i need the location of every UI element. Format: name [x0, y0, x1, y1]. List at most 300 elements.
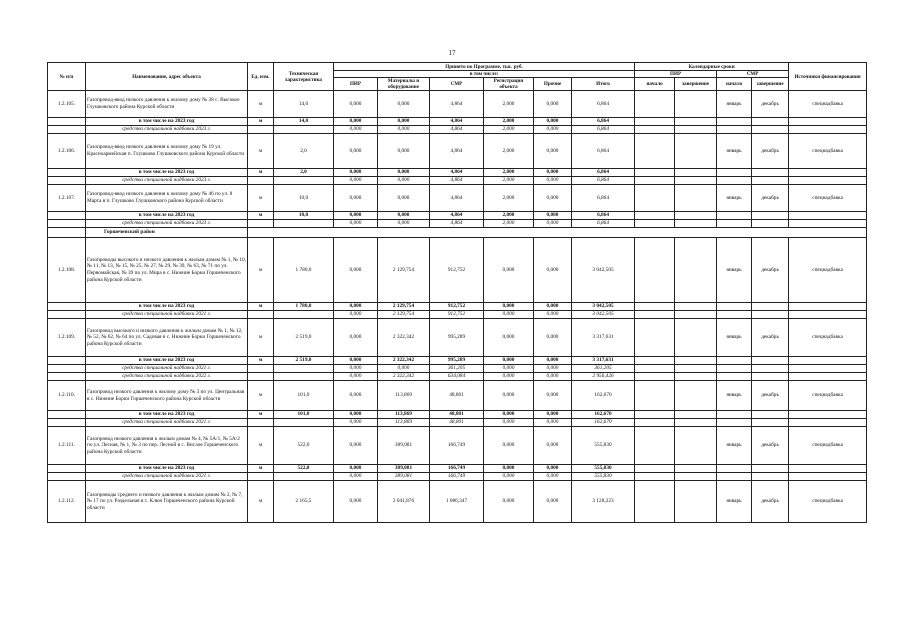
other-value: 0,000 — [534, 134, 572, 169]
materials-value: 0,000 — [378, 91, 430, 118]
funding-label: средства специальной надбавки 2023 г. — [86, 220, 248, 228]
smr-start: январь — [717, 381, 752, 411]
section-row — [48, 228, 867, 238]
materials-value: 2 129,754 — [378, 311, 430, 319]
subtotal-row — [48, 411, 867, 419]
pir-end — [675, 177, 717, 185]
tech-value — [274, 220, 334, 228]
total-value: 555,830 — [572, 465, 635, 473]
pir-end — [675, 118, 717, 126]
funding-source: спецнадбавка — [789, 481, 867, 523]
unit — [248, 419, 274, 427]
header-name: Наименование, адрес объекта — [86, 63, 248, 91]
header-accepted: Принято по Программе, тыс. руб. — [334, 63, 635, 71]
header-tech: Техническая характеристика — [274, 63, 334, 91]
funding-label: средства специальной надбавки 2022 г. — [86, 373, 248, 381]
row-number — [48, 177, 86, 185]
subtotal-row — [48, 169, 867, 177]
row-number — [48, 465, 86, 473]
row-number — [48, 126, 86, 134]
unit: м — [248, 169, 274, 177]
smr-end — [752, 169, 789, 177]
smr-end — [752, 411, 789, 419]
smr-end: декабрь — [752, 134, 789, 169]
smr-start: январь — [717, 91, 752, 118]
total-value: 6,864 — [572, 212, 635, 220]
smr-end — [752, 126, 789, 134]
registration-value: 0,000 — [484, 238, 534, 303]
section-title: Горшеченский район — [86, 228, 248, 238]
row-number: 1.2.105. — [48, 91, 86, 118]
subtotal-label: в том числе на 2023 год — [86, 465, 248, 473]
pir-end — [675, 220, 717, 228]
total-value: 555,830 — [572, 473, 635, 481]
pir-start — [635, 411, 675, 419]
pir-value: 0,000 — [334, 91, 378, 118]
object-row — [48, 381, 867, 411]
smr-end: декабрь — [752, 91, 789, 118]
unit: м — [248, 212, 274, 220]
materials-value: 113,869 — [378, 411, 430, 419]
registration-value: 2,000 — [484, 126, 534, 134]
registration-value: 0,000 — [484, 473, 534, 481]
tech-value — [274, 365, 334, 373]
funding-source — [789, 365, 867, 373]
materials-value: 389,081 — [378, 465, 430, 473]
unit: м — [248, 319, 274, 357]
table-body — [48, 91, 867, 523]
row-number — [48, 411, 86, 419]
pir-value: 0,000 — [334, 311, 378, 319]
pir-start — [635, 134, 675, 169]
pir-value: 0,000 — [334, 134, 378, 169]
other-value: 0,000 — [534, 177, 572, 185]
pir-value: 0,000 — [334, 473, 378, 481]
smr-value: 4,864 — [430, 220, 484, 228]
smr-start: январь — [717, 134, 752, 169]
materials-value: 2 129,754 — [378, 303, 430, 311]
total-value: 555,830 — [572, 427, 635, 465]
object-name: Газопровод высокого и низкого давления к жилым домам № 1, № 12, № 52, № 62, № 64 по ул. Садовая в с. Нижние Борки Горшеченского района Курской области — [86, 319, 248, 357]
unit: м — [248, 481, 274, 523]
pir-end — [675, 238, 717, 303]
smr-end — [752, 373, 789, 381]
smr-start — [717, 169, 752, 177]
funding-source: спецнадбавка — [789, 134, 867, 169]
header-calendar: Календарные сроки — [635, 63, 789, 71]
smr-start — [717, 118, 752, 126]
other-value: 0,000 — [534, 381, 572, 411]
smr-start — [717, 465, 752, 473]
tech-value: 10,0 — [274, 212, 334, 220]
registration-value: 0,000 — [484, 427, 534, 465]
materials-value: 0,000 — [378, 365, 430, 373]
smr-value: 4,864 — [430, 134, 484, 169]
funding-source — [789, 169, 867, 177]
pir-value: 0,000 — [334, 220, 378, 228]
pir-end — [675, 381, 717, 411]
funding-label: средства специальной надбавки 2021 г. — [86, 473, 248, 481]
header-cal-smr: СМР — [717, 71, 789, 78]
pir-value: 0,000 — [334, 357, 378, 365]
smr-end — [752, 365, 789, 373]
subtotal-row — [48, 118, 867, 126]
funding-row — [48, 373, 867, 381]
materials-value: 0,000 — [378, 212, 430, 220]
smr-end — [752, 473, 789, 481]
other-value: 0,000 — [534, 373, 572, 381]
pir-start — [635, 427, 675, 465]
smr-end — [752, 220, 789, 228]
materials-value: 2 041,876 — [378, 481, 430, 523]
funding-source — [789, 411, 867, 419]
smr-end: декабрь — [752, 481, 789, 523]
object-name: Газопроводы среднего и низкого давления к жилым домам № 2, № 7, № 17 по ул. Раздельная в с. Ключ Горшеченского района Курской области — [86, 481, 248, 523]
pir-start — [635, 481, 675, 523]
funding-row — [48, 473, 867, 481]
funding-source — [789, 473, 867, 481]
pir-end — [675, 365, 717, 373]
smr-start: январь — [717, 185, 752, 212]
header-cal-pir: ПИР — [635, 71, 717, 78]
subtotal-row — [48, 465, 867, 473]
registration-value: 2,000 — [484, 185, 534, 212]
header-source: Источники финансирования — [789, 63, 867, 91]
page-number: 17 — [448, 49, 456, 57]
program-table — [47, 62, 867, 523]
pir-start — [635, 212, 675, 220]
smr-end — [752, 357, 789, 365]
tech-value — [274, 177, 334, 185]
funding-source — [789, 373, 867, 381]
pir-end — [675, 91, 717, 118]
total-value: 6,864 — [572, 134, 635, 169]
registration-value: 0,000 — [484, 411, 534, 419]
tech-value: 2 519,0 — [274, 357, 334, 365]
unit: м — [248, 411, 274, 419]
funding-source — [789, 126, 867, 134]
other-value: 0,000 — [534, 303, 572, 311]
pir-start — [635, 169, 675, 177]
smr-value: 995,289 — [430, 357, 484, 365]
unit — [248, 373, 274, 381]
smr-end — [752, 419, 789, 427]
row-number — [48, 311, 86, 319]
pir-value: 0,000 — [334, 373, 378, 381]
pir-value: 0,000 — [334, 212, 378, 220]
total-value: 162,670 — [572, 381, 635, 411]
materials-value: 0,000 — [378, 177, 430, 185]
header-other: Прочие — [534, 78, 572, 91]
object-name: Газопровод низкого давления к жилому дому № 3 по ул. Центральная в с. Нижние Борки Горшеченского района Курской области — [86, 381, 248, 411]
unit — [248, 365, 274, 373]
smr-start — [717, 411, 752, 419]
object-row — [48, 319, 867, 357]
pir-value: 0,000 — [334, 419, 378, 427]
row-number: 1.2.106. — [48, 134, 86, 169]
object-name: Газопровод-ввод низкого давления к жилому дому № 19 ул. Красноармейская п. Глушково Глушковского района Курской области — [86, 134, 248, 169]
smr-value: 4,864 — [430, 169, 484, 177]
funding-source: спецнадбавка — [789, 381, 867, 411]
unit: м — [248, 357, 274, 365]
materials-value: 389,081 — [378, 473, 430, 481]
smr-value: 166,749 — [430, 427, 484, 465]
other-value: 0,000 — [534, 419, 572, 427]
smr-start — [717, 303, 752, 311]
other-value: 0,000 — [534, 311, 572, 319]
pir-value: 0,000 — [334, 381, 378, 411]
pir-end — [675, 319, 717, 357]
subtotal-label: в том числе на 2023 год — [86, 118, 248, 126]
registration-value: 2,000 — [484, 220, 534, 228]
unit — [248, 311, 274, 319]
header-num: № п/п — [48, 63, 86, 91]
materials-value: 2 322,342 — [378, 373, 430, 381]
funding-source — [789, 419, 867, 427]
smr-value: 4,864 — [430, 185, 484, 212]
object-row — [48, 91, 867, 118]
other-value: 0,000 — [534, 185, 572, 212]
registration-value: 0,000 — [484, 365, 534, 373]
pir-value: 0,000 — [334, 465, 378, 473]
other-value: 0,000 — [534, 411, 572, 419]
registration-value: 0,000 — [484, 373, 534, 381]
tech-value — [274, 419, 334, 427]
registration-value: 0,000 — [484, 319, 534, 357]
total-value: 3 042,505 — [572, 311, 635, 319]
materials-value: 0,000 — [378, 220, 430, 228]
materials-value: 0,000 — [378, 185, 430, 212]
pir-start — [635, 238, 675, 303]
smr-value: 1 086,347 — [430, 481, 484, 523]
pir-end — [675, 427, 717, 465]
smr-start — [717, 220, 752, 228]
pir-start — [635, 177, 675, 185]
materials-value: 113,869 — [378, 381, 430, 411]
smr-value: 4,864 — [430, 177, 484, 185]
tech-value — [274, 473, 334, 481]
pir-value: 0,000 — [334, 238, 378, 303]
smr-end — [752, 118, 789, 126]
funding-source — [789, 177, 867, 185]
object-row — [48, 134, 867, 169]
header-unit: Ед. изм. — [248, 63, 274, 91]
pir-value: 0,000 — [334, 411, 378, 419]
tech-value: 522,0 — [274, 465, 334, 473]
other-value: 0,000 — [534, 357, 572, 365]
pir-end — [675, 473, 717, 481]
tech-value: 14,0 — [274, 91, 334, 118]
smr-value: 912,752 — [430, 303, 484, 311]
unit: м — [248, 427, 274, 465]
other-value: 0,000 — [534, 473, 572, 481]
pir-end — [675, 419, 717, 427]
total-value: 6,864 — [572, 118, 635, 126]
row-number — [48, 228, 86, 238]
pir-start — [635, 319, 675, 357]
total-value: 3 042,505 — [572, 303, 635, 311]
other-value: 0,000 — [534, 238, 572, 303]
funding-row — [48, 311, 867, 319]
total-value: 6,864 — [572, 185, 635, 212]
funding-source — [789, 303, 867, 311]
subtotal-label: в том числе на 2023 год — [86, 303, 248, 311]
funding-row — [48, 126, 867, 134]
object-name: Газопровод-ввод низкого давления к жилому дому № 38 с. Высокое Глушковского района Курской области — [86, 91, 248, 118]
materials-value: 2 322,342 — [378, 319, 430, 357]
smr-start: январь — [717, 427, 752, 465]
pir-start — [635, 465, 675, 473]
smr-value: 48,801 — [430, 419, 484, 427]
registration-value: 0,000 — [484, 419, 534, 427]
other-value: 0,000 — [534, 427, 572, 465]
pir-value: 0,000 — [334, 481, 378, 523]
pir-start — [635, 91, 675, 118]
total-value: 6,864 — [572, 91, 635, 118]
pir-end — [675, 185, 717, 212]
row-number — [48, 473, 86, 481]
tech-value: 2 519,0 — [274, 319, 334, 357]
other-value: 0,000 — [534, 481, 572, 523]
registration-value: 0,000 — [484, 311, 534, 319]
unit: м — [248, 381, 274, 411]
smr-start — [717, 177, 752, 185]
unit — [248, 473, 274, 481]
pir-start — [635, 220, 675, 228]
header-including: в том числе: — [334, 71, 635, 78]
row-number — [48, 365, 86, 373]
registration-value: 0,000 — [484, 481, 534, 523]
tech-value: 1 780,0 — [274, 238, 334, 303]
row-number — [48, 220, 86, 228]
funding-source: спецнадбавка — [789, 319, 867, 357]
object-name: Газопровод-ввод низкого давления к жилому дому № 46 по ул. 8 Марта в п. Глушково Глушковского района Курской области — [86, 185, 248, 212]
registration-value: 2,000 — [484, 212, 534, 220]
total-value: 3 317,631 — [572, 357, 635, 365]
pir-start — [635, 473, 675, 481]
funding-source: спецнадбавка — [789, 91, 867, 118]
unit: м — [248, 238, 274, 303]
pir-start — [635, 185, 675, 212]
pir-end — [675, 411, 717, 419]
funding-label: средства специальной надбавки 2023 г. — [86, 177, 248, 185]
unit: м — [248, 134, 274, 169]
pir-value: 0,000 — [334, 319, 378, 357]
funding-source: спецнадбавка — [789, 238, 867, 303]
pir-start — [635, 373, 675, 381]
pir-value: 0,000 — [334, 427, 378, 465]
header-smr: СМР — [430, 78, 484, 91]
subtotal-label: в том числе на 2023 год — [86, 411, 248, 419]
tech-value: 1 780,0 — [274, 303, 334, 311]
smr-start — [717, 365, 752, 373]
row-number — [48, 169, 86, 177]
pir-value: 0,000 — [334, 118, 378, 126]
total-value: 6,864 — [572, 126, 635, 134]
registration-value: 0,000 — [484, 465, 534, 473]
unit — [248, 220, 274, 228]
smr-end: декабрь — [752, 381, 789, 411]
total-value: 361,205 — [572, 365, 635, 373]
materials-value: 2 129,754 — [378, 238, 430, 303]
unit: м — [248, 118, 274, 126]
tech-value: 10,0 — [274, 185, 334, 212]
smr-value: 361,205 — [430, 365, 484, 373]
header-total: Итого — [572, 78, 635, 91]
pir-start — [635, 311, 675, 319]
other-value: 0,000 — [534, 465, 572, 473]
pir-end — [675, 465, 717, 473]
object-row — [48, 427, 867, 465]
smr-start: январь — [717, 481, 752, 523]
tech-value: 101,0 — [274, 381, 334, 411]
funding-source — [789, 357, 867, 365]
row-number — [48, 303, 86, 311]
object-name: Газопроводы высокого и низкого давления к жилым домам № 1, № 10, № 11, № 13, № 15, № 25, № 27, № 29, № 39, № 63, № 71 по ул. Первомайская, № 39 по ул. Мира в с. Нижние Борки Горшеченского района Курской области — [86, 238, 248, 303]
subtotal-row — [48, 357, 867, 365]
total-value: 3 317,631 — [572, 319, 635, 357]
other-value: 0,000 — [534, 220, 572, 228]
registration-value: 0,000 — [484, 357, 534, 365]
row-number: 1.2.112. — [48, 481, 86, 523]
smr-end: декабрь — [752, 238, 789, 303]
total-value: 6,864 — [572, 169, 635, 177]
tech-value: 2,0 — [274, 134, 334, 169]
pir-value: 0,000 — [334, 126, 378, 134]
tech-value: 101,0 — [274, 411, 334, 419]
header-registration: Регистрация объекта — [484, 78, 534, 91]
subtotal-row — [48, 212, 867, 220]
unit: м — [248, 91, 274, 118]
smr-end — [752, 311, 789, 319]
smr-value: 912,752 — [430, 311, 484, 319]
object-name: Газопровод низкого давления к жилым домам № 4, № 5А/1, № 5А/2 по ул. Лесная, № 1, № 3 по пер. Лесной в с. Вислое Горшеченского района Курской области — [86, 427, 248, 465]
pir-end — [675, 357, 717, 365]
other-value: 0,000 — [534, 169, 572, 177]
smr-value: 912,752 — [430, 238, 484, 303]
pir-value: 0,000 — [334, 185, 378, 212]
smr-end — [752, 177, 789, 185]
pir-start — [635, 365, 675, 373]
tech-value: 2,0 — [274, 169, 334, 177]
pir-start — [635, 419, 675, 427]
pir-end — [675, 212, 717, 220]
smr-value: 4,864 — [430, 118, 484, 126]
object-row — [48, 238, 867, 303]
registration-value: 2,000 — [484, 91, 534, 118]
pir-value: 0,000 — [334, 177, 378, 185]
object-row — [48, 481, 867, 523]
section-empty — [248, 228, 867, 238]
smr-end: декабрь — [752, 427, 789, 465]
pir-start — [635, 381, 675, 411]
pir-end — [675, 126, 717, 134]
pir-start — [635, 303, 675, 311]
tech-value: 2 165,5 — [274, 481, 334, 523]
row-number — [48, 212, 86, 220]
header-start-smr: начало — [717, 78, 752, 91]
smr-start — [717, 126, 752, 134]
smr-start — [717, 357, 752, 365]
pir-start — [635, 126, 675, 134]
pir-start — [635, 357, 675, 365]
row-number — [48, 357, 86, 365]
registration-value: 2,000 — [484, 118, 534, 126]
smr-value: 48,801 — [430, 381, 484, 411]
smr-start — [717, 373, 752, 381]
pir-value: 0,000 — [334, 169, 378, 177]
materials-value: 113,869 — [378, 419, 430, 427]
